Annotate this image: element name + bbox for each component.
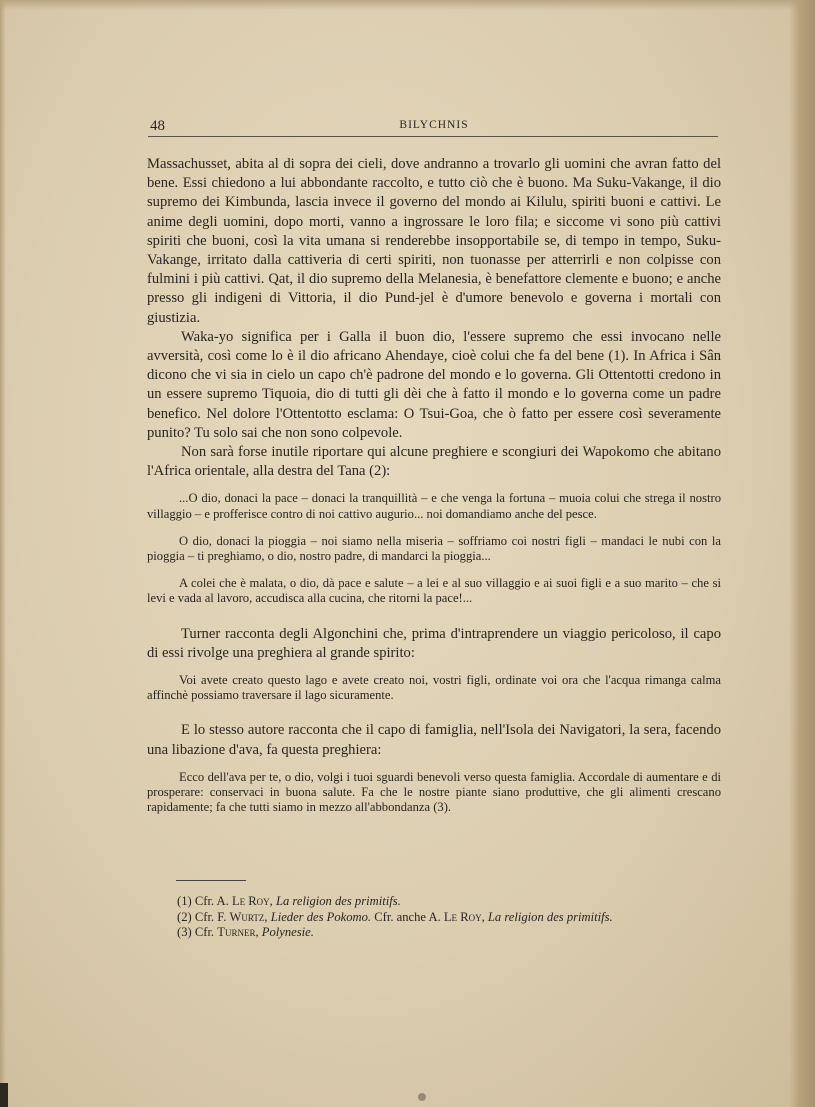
running-title: BILYCHNIS [399,119,469,131]
quote-sick: A colei che è malata, o dio, dà pace e salute – a lei e al suo villaggio e ai suoi figli e a suo marito – che si levi e vada al lavoro, accudisca alla cucina, che ritorni la pace!... [147,576,721,606]
page-left-edge [0,0,6,1107]
footnote-1: (1) Cfr. A. Le Roy, La religion des primitifs. [177,894,401,908]
quote-peace: ...O dio, donaci la pace – donaci la tranquillità – e che venga la fortuna – muoia colui che strega il nostro villaggio – e profferisce contro di noi cattivo augurio... noi domandiamo anche del pesce. [147,491,721,521]
quote-rain: O dio, donaci la pioggia – noi siamo nella miseria – soffriamo coi nostri figli – mandaci le nubi con la pioggia – ti preghiamo, o dio, nostro padre, di mandarci la pioggia... [147,533,721,564]
paragraph-turner: Turner racconta degli Algonchini che, prima d'intraprendere un viaggio pericoloso, il capo di essi rivolge una preghiera al grande spirito: [147,625,721,661]
footnotes [177,894,737,941]
paragraph-massachusset: Massachusset, abita al di sopra dei cieli, dove andranno a trovarlo gli uomini che avran fatto del bene. Essi chiedono a lui abbondante raccolto, e tutto ciò che è buono. Ma Suku-Vakange, il dio supremo dei Kimbunda, lascia invece il governo del mondo ai Kilulu, spiriti buoni e cattivi. Le anime degli uomini, dopo morti, vanno a ingrossare le loro fila; e siccome vi sono più cattivi spiriti che buoni, così la vita umana si renderebbe insopportabile se, di tempo in tempo, Suku-Vakange, irritato dalla cattiveria di certi spiriti, non tuonasse per atterrirli e non colpisse con fulmini i più cattivi. Qat, il dio supremo della Melanesia, è benefattore clemente e buono; e anche presso gli indigeni di Vittoria, il dio Pund-jel è d'umore benevolo e governa i mortali con giustizia. [147,156,721,326]
quote-lake: Voi avete creato questo lago e avete creato noi, vostri figli, ordinate voi ora che l'acqua rimanga calma affinchè possiamo traversare il lago sicuramente. [147,673,721,703]
paragraph-waka-yo: Waka-yo significa per i Galla il buon dio, l'essere supremo che essi invocano nelle avversità, così come lo è il dio africano Ahendaye, cioè colui che fa del bene (1). In Africa i Sân dicono che vi sia in cielo un capo ch'è padrone del mondo e lo governa. Gli Ottentotti credono in un essere supremo Tiquoia, dio di tutti gli dèi che à fatto il mondo e lo governa come un padre benefico. Nel dolore l'Ottentotto esclama: O Tsui-Goa, che ò fatto per essere così severamente punito? Tu solo sai che non sono colpevole. [147,328,721,441]
running-header [150,118,718,136]
body-text [147,155,721,816]
page-right-edge [789,0,815,1107]
page-corner-shadow [0,1083,8,1107]
paragraph-navigatori: E lo stesso autore racconta che il capo di famiglia, nell'Isola dei Navigatori, la sera, facendo una libazione d'ava, fa questa preghiera: [147,722,721,758]
ink-smudge [418,1093,426,1101]
footnote-rule [176,880,246,881]
quote-ava: Ecco dell'ava per te, o dio, volgi i tuoi sguardi benevoli verso questa famiglia. Accordale di aumentare e di prosperare: conservaci in buona salute. Fa che le nostre piante siano produttive, che gli alimenti crescano rapidamente; fa che tutti siamo in mezzo all'abbondanza (3). [147,769,721,815]
page-top-edge [0,0,815,10]
page-number: 48 [150,118,165,134]
footnote-2: (2) Cfr. F. Wurtz, Lieder des Pokomo. Cfr. anche A. Le Roy, La religion des primitifs. [177,909,613,924]
footnote-3: (3) Cfr. Turner, Polynesie. [177,925,314,939]
paragraph-wapokomo: Non sarà forse inutile riportare qui alcune preghiere e scongiuri dei Wapokomo che abitano l'Africa orientale, alla destra del Tana (2): [147,444,721,480]
header-rule [148,136,718,137]
